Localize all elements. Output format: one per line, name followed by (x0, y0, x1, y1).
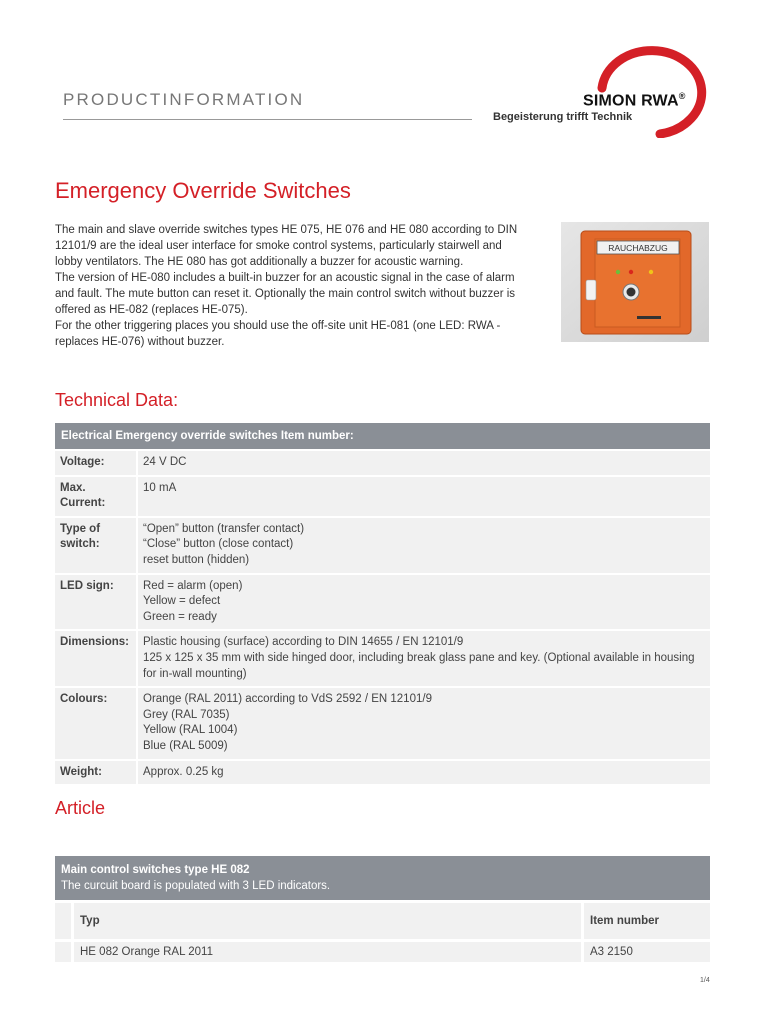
table-row (55, 630, 710, 687)
document-header-title: PRODUCTINFORMATION (63, 90, 305, 109)
intro-paragraph: The main and slave override switches types HE 075, HE 076 and HE 080 according to DIN 12101/9 are the ideal user interface for smoke control systems, particularly stairwell and lobby ventilators. The HE 080 has got additionally a buzzer for acoustic warning. (55, 224, 518, 268)
brand-name: SIMON RWA® (583, 91, 686, 110)
spec-value: Orange (RAL 2011) according to VdS 2592 / EN 12101/9 Grey (RAL 7035) Yellow (RAL 1004) Blue (RAL 5009) (137, 687, 710, 759)
page-title: Emergency Override Switches (55, 178, 351, 203)
spec-label: Type of switch: (55, 517, 137, 574)
spec-label: Weight: (55, 760, 137, 785)
spec-value: Plastic housing (surface) according to DIN 14655 / EN 12101/9 125 x 125 x 35 mm with side hinged door, including break glass pane and key. (Optional available in housing for in-wall mounting) (137, 630, 710, 687)
technical-table-header: Electrical Emergency override switches Item number: (55, 423, 710, 450)
spec-label: Colours: (55, 687, 137, 759)
table-row (55, 687, 710, 759)
table-row (55, 476, 710, 517)
table-row (55, 517, 710, 574)
yellow-led-icon (649, 270, 653, 274)
panel-label: RAUCHABZUG (608, 243, 668, 253)
logo-arc-icon (590, 38, 715, 138)
column-header-item-number: Item number (583, 902, 711, 941)
intro-text (55, 222, 530, 350)
article-title: Article (55, 798, 106, 818)
intro-paragraph: For the other triggering places you should use the off-site unit HE-081 (one LED: RWA - replaces HE-076) without buzzer. (55, 320, 501, 348)
table-row (55, 574, 710, 631)
column-header-typ: Typ (73, 902, 583, 941)
article-typ: HE 082 Orange RAL 2011 (73, 941, 583, 963)
red-led-icon (629, 270, 633, 274)
article-item-number: A3 2150 (583, 941, 711, 963)
page-number: 1/4 (700, 977, 710, 984)
product-photo (561, 222, 709, 342)
spec-label: LED sign: (55, 574, 137, 631)
article-header-subtitle: The curcuit board is populated with 3 LED indicators. (61, 880, 331, 892)
brand-tagline: Begeisterung trifft Technik (493, 111, 633, 123)
spec-value: Red = alarm (open) Yellow = defect Green = ready (137, 574, 710, 631)
green-led-icon (616, 270, 620, 274)
technical-data-table (55, 423, 710, 784)
spec-value: Approx. 0.25 kg (137, 760, 710, 785)
spec-value: 24 V DC (137, 450, 710, 476)
article-header-title: Main control switches type HE 082 (61, 864, 250, 876)
technical-data-title: Technical Data: (55, 390, 179, 410)
article-table (55, 856, 710, 962)
spec-value: “Open” button (transfer contact) “Close” button (close contact) reset button (hidden) (137, 517, 710, 574)
spec-label: Max. Current: (55, 476, 137, 517)
spec-value: 10 mA (137, 476, 710, 517)
spec-label: Voltage: (55, 450, 137, 476)
intro-paragraph: The version of HE-080 includes a built-in buzzer for an acoustic signal in the case of alarm and fault. The mute button can reset it. Optionally the main control switch without buzzer is offered as HE-082 (replaces HE-075). (55, 272, 516, 316)
table-row (55, 450, 710, 476)
header-divider (63, 119, 472, 120)
spec-label: Dimensions: (55, 630, 137, 687)
table-row (55, 941, 710, 963)
table-row (55, 760, 710, 785)
